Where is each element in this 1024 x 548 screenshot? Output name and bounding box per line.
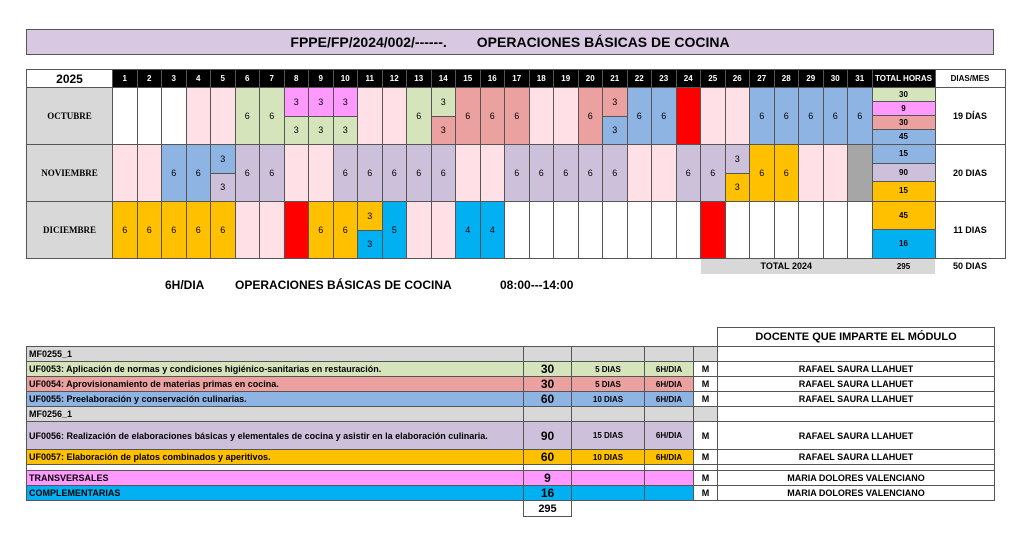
day-header: 31 — [848, 70, 873, 88]
day-cell: 6 — [456, 88, 481, 145]
day-cell — [750, 202, 775, 259]
day-cell: 3 — [431, 88, 456, 117]
unit-modality: M — [694, 422, 718, 450]
unit-label: UF0055: Preelaboración y conservación culinarias. — [27, 392, 524, 407]
unit-modality: M — [694, 392, 718, 407]
unit-label: UF0054: Aprovisionamiento de materias primas en cocina. — [27, 377, 524, 392]
day-cell: 6 — [505, 145, 530, 202]
day-cell: 6 — [407, 145, 432, 202]
day-header: 21 — [603, 70, 628, 88]
day-cell — [529, 202, 554, 259]
day-cell: 6 — [235, 145, 260, 202]
day-cell: 6 — [750, 145, 775, 202]
day-cell: 6 — [309, 202, 334, 259]
unit-label: TRANSVERSALES — [27, 471, 524, 486]
unit-hours: 9 — [524, 471, 572, 486]
day-cell: 3 — [309, 88, 334, 117]
day-cell — [137, 88, 162, 145]
day-header: 15 — [456, 70, 481, 88]
day-header: 23 — [652, 70, 677, 88]
unit-days: 10 DIAS — [572, 392, 645, 407]
dias-mes-header: DIAS/MES — [935, 70, 1005, 88]
day-cell: 6 — [211, 202, 236, 259]
unit-days — [572, 486, 645, 501]
hours-total: 30 — [873, 88, 935, 102]
month-totals — [872, 145, 935, 202]
month-label: OCTUBRE — [27, 88, 113, 145]
calendar-table — [26, 69, 1006, 274]
day-cell — [823, 202, 848, 259]
hours-total: 16 — [873, 230, 935, 258]
day-cell: 6 — [578, 145, 603, 202]
unit-teacher: RAFAEL SAURA LLAHUET — [718, 450, 995, 465]
month-totals — [872, 202, 935, 259]
day-cell — [848, 145, 873, 202]
day-cell: 3 — [309, 116, 334, 145]
empty-cell — [694, 407, 718, 422]
course-code: FPPE/FP/2024/002/------. — [290, 34, 447, 50]
unit-hours: 90 — [524, 422, 572, 450]
empty-cell — [645, 347, 694, 362]
day-header: 11 — [358, 70, 383, 88]
day-cell: 6 — [113, 202, 138, 259]
unit-hours: 60 — [524, 392, 572, 407]
hours-total: 15 — [873, 182, 935, 201]
day-cell — [137, 145, 162, 202]
day-cell: 6 — [701, 145, 726, 202]
day-cell: 6 — [235, 88, 260, 145]
day-cell: 3 — [211, 145, 236, 174]
month-dias: 19 DÍAS — [935, 88, 1005, 145]
day-cell: 3 — [431, 116, 456, 145]
unit-hours: 30 — [524, 377, 572, 392]
day-cell — [505, 202, 530, 259]
day-cell — [701, 88, 726, 145]
docente-header: DOCENTE QUE IMPARTE EL MÓDULO — [718, 328, 995, 347]
day-cell: 6 — [162, 202, 187, 259]
day-header: 9 — [309, 70, 334, 88]
unit-modality: M — [694, 377, 718, 392]
day-cell — [823, 145, 848, 202]
day-cell: 5 — [382, 202, 407, 259]
day-header: 24 — [676, 70, 701, 88]
teacher-cell — [718, 407, 995, 422]
unit-teacher: RAFAEL SAURA LLAHUET — [718, 362, 995, 377]
day-cell: 6 — [186, 145, 211, 202]
spacer — [27, 328, 718, 347]
day-cell — [407, 202, 432, 259]
unit-modality: M — [694, 362, 718, 377]
day-cell: 6 — [676, 145, 701, 202]
day-header: 7 — [260, 70, 285, 88]
day-header: 26 — [725, 70, 750, 88]
unit-rate: 6H/DIA — [645, 362, 694, 377]
day-cell: 6 — [774, 145, 799, 202]
day-cell — [382, 88, 407, 145]
schedule-course: OPERACIONES BÁSICAS DE COCINA — [235, 278, 452, 292]
hours-total: 15 — [873, 145, 935, 164]
teacher-cell — [718, 347, 995, 362]
day-cell: 6 — [358, 145, 383, 202]
day-header: 22 — [627, 70, 652, 88]
day-cell — [456, 145, 481, 202]
day-cell: 6 — [162, 145, 187, 202]
day-header: 12 — [382, 70, 407, 88]
year-cell: 2025 — [27, 70, 113, 88]
day-cell: 6 — [603, 145, 628, 202]
day-cell: 3 — [284, 116, 309, 145]
day-cell — [480, 145, 505, 202]
day-cell — [578, 202, 603, 259]
unit-label: UF0056: Realización de elaboraciones básicas y elementales de cocina y asistir en la elaboración culinaria. — [27, 422, 524, 450]
unit-modality: M — [694, 486, 718, 501]
unit-days: 5 DIAS — [572, 362, 645, 377]
unit-days — [572, 471, 645, 486]
course-name: OPERACIONES BÁSICAS DE COCINA — [476, 34, 730, 50]
day-cell: 6 — [750, 88, 775, 145]
unit-days: 5 DIAS — [572, 377, 645, 392]
day-cell: 6 — [505, 88, 530, 145]
day-cell — [652, 145, 677, 202]
unit-modality: M — [694, 471, 718, 486]
module-family-label: MF0256_1 — [27, 407, 524, 422]
day-cell: 6 — [260, 88, 285, 145]
unit-label: UF0053: Aplicación de normas y condiciones higiénico-sanitarias en restauración. — [27, 362, 524, 377]
day-cell — [309, 145, 334, 202]
day-header: 20 — [578, 70, 603, 88]
grand-total-hours: 295 — [872, 259, 935, 274]
day-cell: 3 — [284, 88, 309, 117]
day-header: 25 — [701, 70, 726, 88]
day-cell: 3 — [333, 88, 358, 117]
month-label: DICIEMBRE — [27, 202, 113, 259]
empty-cell — [572, 407, 645, 422]
day-cell: 6 — [260, 145, 285, 202]
total-hours-header: TOTAL HORAS — [872, 70, 935, 88]
spacer — [27, 259, 701, 274]
spacer — [27, 501, 524, 517]
day-cell — [260, 202, 285, 259]
day-header: 1 — [113, 70, 138, 88]
day-header: 27 — [750, 70, 775, 88]
day-cell — [725, 88, 750, 145]
day-cell: 6 — [848, 88, 873, 145]
hours-total: 45 — [873, 202, 935, 230]
day-cell — [554, 202, 579, 259]
day-cell: 6 — [578, 88, 603, 145]
unit-label: UF0057: Elaboración de platos combinados y aperitivos. — [27, 450, 524, 465]
day-cell: 6 — [799, 88, 824, 145]
module-family-label: MF0255_1 — [27, 347, 524, 362]
day-cell: 6 — [627, 88, 652, 145]
unit-teacher: RAFAEL SAURA LLAHUET — [718, 392, 995, 407]
day-cell — [848, 202, 873, 259]
day-header: 5 — [211, 70, 236, 88]
unit-days: 10 DIAS — [572, 450, 645, 465]
day-header: 19 — [554, 70, 579, 88]
empty-cell — [645, 407, 694, 422]
day-cell: 4 — [456, 202, 481, 259]
day-cell — [113, 145, 138, 202]
unit-teacher: MARIA DOLORES VALENCIANO — [718, 471, 995, 486]
unit-rate: 6H/DIA — [645, 377, 694, 392]
day-cell — [774, 202, 799, 259]
day-cell — [799, 145, 824, 202]
day-cell — [529, 88, 554, 145]
day-cell: 6 — [382, 145, 407, 202]
unit-teacher: MARIA DOLORES VALENCIANO — [718, 486, 995, 501]
day-cell — [627, 202, 652, 259]
day-cell: 3 — [603, 88, 628, 117]
day-header: 16 — [480, 70, 505, 88]
day-cell: 6 — [529, 145, 554, 202]
day-cell: 6 — [333, 145, 358, 202]
day-cell: 6 — [431, 145, 456, 202]
day-cell — [627, 145, 652, 202]
day-header: 28 — [774, 70, 799, 88]
day-cell: 6 — [823, 88, 848, 145]
unit-modality: M — [694, 450, 718, 465]
day-cell: 3 — [211, 173, 236, 202]
day-cell — [284, 145, 309, 202]
unit-hours: 60 — [524, 450, 572, 465]
day-cell: 3 — [358, 230, 383, 259]
empty-cell — [572, 347, 645, 362]
hours-total: 30 — [873, 116, 935, 130]
day-cell: 3 — [603, 116, 628, 145]
day-cell: 3 — [358, 202, 383, 231]
day-cell — [284, 202, 309, 259]
day-header: 10 — [333, 70, 358, 88]
unit-hours: 16 — [524, 486, 572, 501]
day-cell: 4 — [480, 202, 505, 259]
day-cell: 6 — [333, 202, 358, 259]
day-cell: 3 — [725, 145, 750, 174]
day-cell: 6 — [774, 88, 799, 145]
day-cell — [725, 202, 750, 259]
month-totals — [872, 88, 935, 145]
day-cell — [554, 88, 579, 145]
unit-rate — [645, 486, 694, 501]
total-label: TOTAL 2024 — [701, 259, 873, 274]
day-header: 30 — [823, 70, 848, 88]
day-header: 8 — [284, 70, 309, 88]
day-cell: 3 — [333, 116, 358, 145]
unit-rate — [645, 471, 694, 486]
schedule-time: 08:00---14:00 — [500, 278, 574, 292]
day-header: 14 — [431, 70, 456, 88]
document-title — [26, 29, 994, 55]
day-cell — [652, 202, 677, 259]
day-cell — [235, 202, 260, 259]
month-label: NOVIEMBRE — [27, 145, 113, 202]
day-header: 18 — [529, 70, 554, 88]
day-cell — [701, 202, 726, 259]
day-cell — [676, 88, 701, 145]
day-cell — [676, 202, 701, 259]
unit-teacher: RAFAEL SAURA LLAHUET — [718, 377, 995, 392]
day-header: 6 — [235, 70, 260, 88]
day-cell — [186, 88, 211, 145]
unit-label: COMPLEMENTARIAS — [27, 486, 524, 501]
hours-total: 45 — [873, 130, 935, 144]
day-cell — [431, 202, 456, 259]
unit-days: 15 DIAS — [572, 422, 645, 450]
month-dias: 11 DIAS — [935, 202, 1005, 259]
day-cell: 3 — [725, 173, 750, 202]
empty-cell — [694, 347, 718, 362]
modules-grand-total: 295 — [524, 501, 572, 517]
empty-cell — [524, 407, 572, 422]
day-cell: 6 — [480, 88, 505, 145]
day-header: 17 — [505, 70, 530, 88]
unit-rate: 6H/DIA — [645, 450, 694, 465]
hours-total: 9 — [873, 102, 935, 116]
day-cell — [603, 202, 628, 259]
day-cell — [162, 88, 187, 145]
unit-rate: 6H/DIA — [645, 422, 694, 450]
day-header: 29 — [799, 70, 824, 88]
day-cell: 6 — [652, 88, 677, 145]
day-cell: 6 — [186, 202, 211, 259]
month-dias: 20 DIAS — [935, 145, 1005, 202]
empty-cell — [524, 347, 572, 362]
day-header: 2 — [137, 70, 162, 88]
day-cell: 6 — [407, 88, 432, 145]
day-header: 13 — [407, 70, 432, 88]
day-header: 4 — [186, 70, 211, 88]
day-cell — [113, 88, 138, 145]
hours-total: 90 — [873, 164, 935, 183]
unit-hours: 30 — [524, 362, 572, 377]
modules-table — [26, 327, 995, 517]
day-cell — [799, 202, 824, 259]
unit-rate: 6H/DIA — [645, 392, 694, 407]
day-header: 3 — [162, 70, 187, 88]
schedule-info — [165, 278, 625, 296]
day-cell — [358, 88, 383, 145]
day-cell: 6 — [554, 145, 579, 202]
day-cell — [211, 88, 236, 145]
hours-per-day: 6H/DIA — [165, 278, 205, 292]
grand-total-dias: 50 DIAS — [935, 259, 1005, 274]
day-cell: 6 — [137, 202, 162, 259]
unit-teacher: RAFAEL SAURA LLAHUET — [718, 422, 995, 450]
